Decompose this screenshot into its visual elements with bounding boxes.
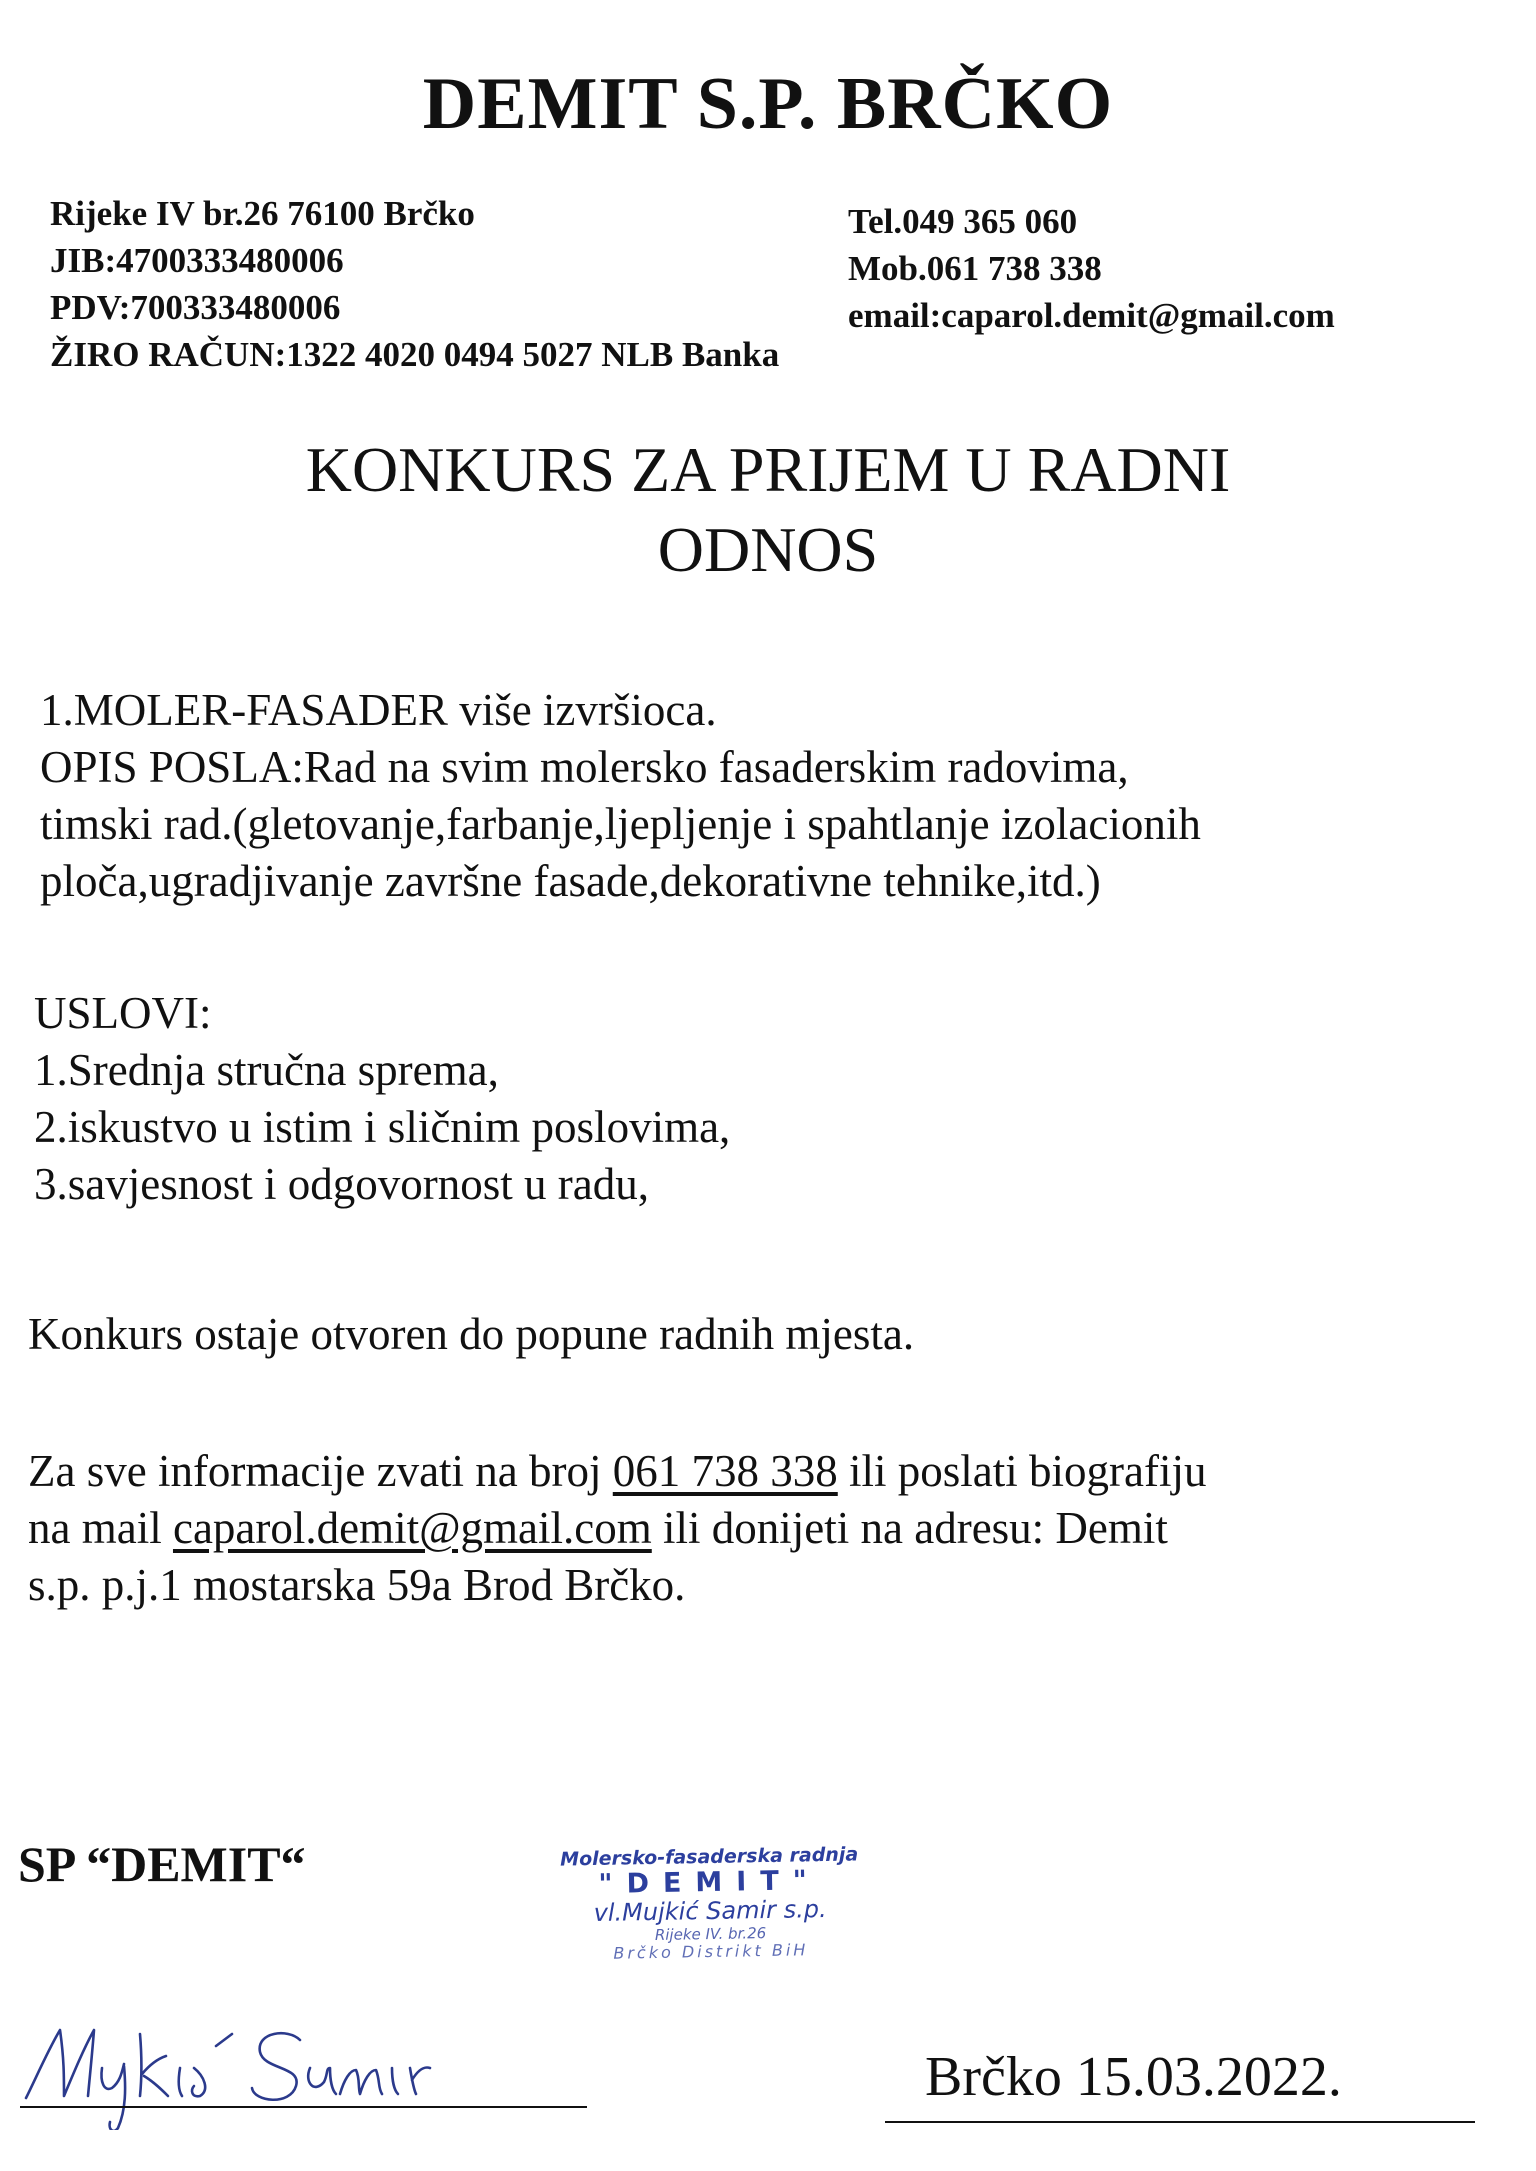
heading-line-1: KONKURS ZA PRIJEM U RADNI bbox=[305, 434, 1231, 505]
job-description-line: timski rad.(gletovanje,farbanje,ljepljenje i spahtlanje izolacionih bbox=[40, 799, 1201, 849]
date-line bbox=[885, 2121, 1475, 2123]
company-tel: Tel.049 365 060 bbox=[848, 202, 1078, 241]
handwritten-signature bbox=[20, 2010, 620, 2130]
job-description-line: OPIS POSLA:Rad na svim molersko fasaderskim radovima, bbox=[40, 742, 1129, 792]
contact-text: ili poslati biografiju bbox=[837, 1446, 1207, 1496]
contact-text: Za sve informacije zvati na broj bbox=[28, 1446, 613, 1496]
stamp-line: Brčko Distrikt BiH bbox=[613, 1940, 809, 1963]
footer-company: SP “DEMIT“ bbox=[18, 1836, 306, 1892]
open-note: Konkurs ostaje otvoren do popune radnih mjesta. bbox=[28, 1309, 915, 1359]
stamp-line: Molersko-fasaderska radnja bbox=[559, 1843, 859, 1871]
company-stamp bbox=[559, 1842, 861, 1963]
contact-phone-link[interactable]: 061 738 338 bbox=[612, 1446, 838, 1496]
company-title: DEMIT S.P. BRČKO bbox=[422, 63, 1114, 145]
contact-line-2 bbox=[28, 1500, 1206, 1557]
company-mob: Mob.061 738 338 bbox=[848, 249, 1102, 288]
contact-line-3: s.p. p.j.1 mostarska 59a Brod Brčko. bbox=[28, 1560, 686, 1610]
document-heading bbox=[0, 430, 1536, 590]
contact-line-1 bbox=[28, 1443, 1206, 1500]
company-email: email:caparol.demit@gmail.com bbox=[848, 296, 1335, 335]
company-pdv: PDV:700333480006 bbox=[50, 288, 341, 327]
contact-info bbox=[28, 1443, 1206, 1614]
stamp-line: Rijeke IV. br.26 bbox=[654, 1924, 767, 1944]
company-address: Rijeke IV br.26 76100 Brčko bbox=[50, 194, 475, 233]
job-description-line: ploča,ugradjivanje završne fasade,dekorativne tehnike,itd.) bbox=[40, 856, 1101, 906]
stamp-line: "DEMIT" bbox=[598, 1865, 822, 1900]
signature-line bbox=[20, 2106, 587, 2108]
contact-email-link[interactable]: caparol.demit@gmail.com bbox=[172, 1503, 652, 1553]
company-bank-account: ŽIRO RAČUN:1322 4020 0494 5027 NLB Banka bbox=[50, 335, 780, 374]
document-date: Brčko 15.03.2022. bbox=[925, 2046, 1342, 2108]
job-description bbox=[40, 739, 1201, 910]
condition-item: 2.iskustvo u istim i sličnim poslovima, bbox=[34, 1102, 731, 1152]
conditions-section bbox=[34, 985, 730, 1213]
condition-item: 1.Srednja stručna sprema, bbox=[34, 1045, 499, 1095]
heading-line-2: ODNOS bbox=[657, 514, 879, 585]
company-info-left bbox=[50, 190, 779, 378]
contact-text: ili donijeti na adresu: Demit bbox=[651, 1503, 1168, 1553]
job-title: 1.MOLER-FASADER više izvršioca. bbox=[40, 685, 717, 735]
condition-item: 3.savjesnost i odgovornost u radu, bbox=[34, 1159, 649, 1209]
company-jib: JIB:4700333480006 bbox=[50, 241, 344, 280]
contact-text: na mail bbox=[28, 1503, 173, 1553]
conditions-title: USLOVI: bbox=[34, 988, 212, 1038]
company-info-right bbox=[848, 198, 1335, 339]
stamp-line: vl.Mujkić Samir s.p. bbox=[593, 1894, 827, 1928]
